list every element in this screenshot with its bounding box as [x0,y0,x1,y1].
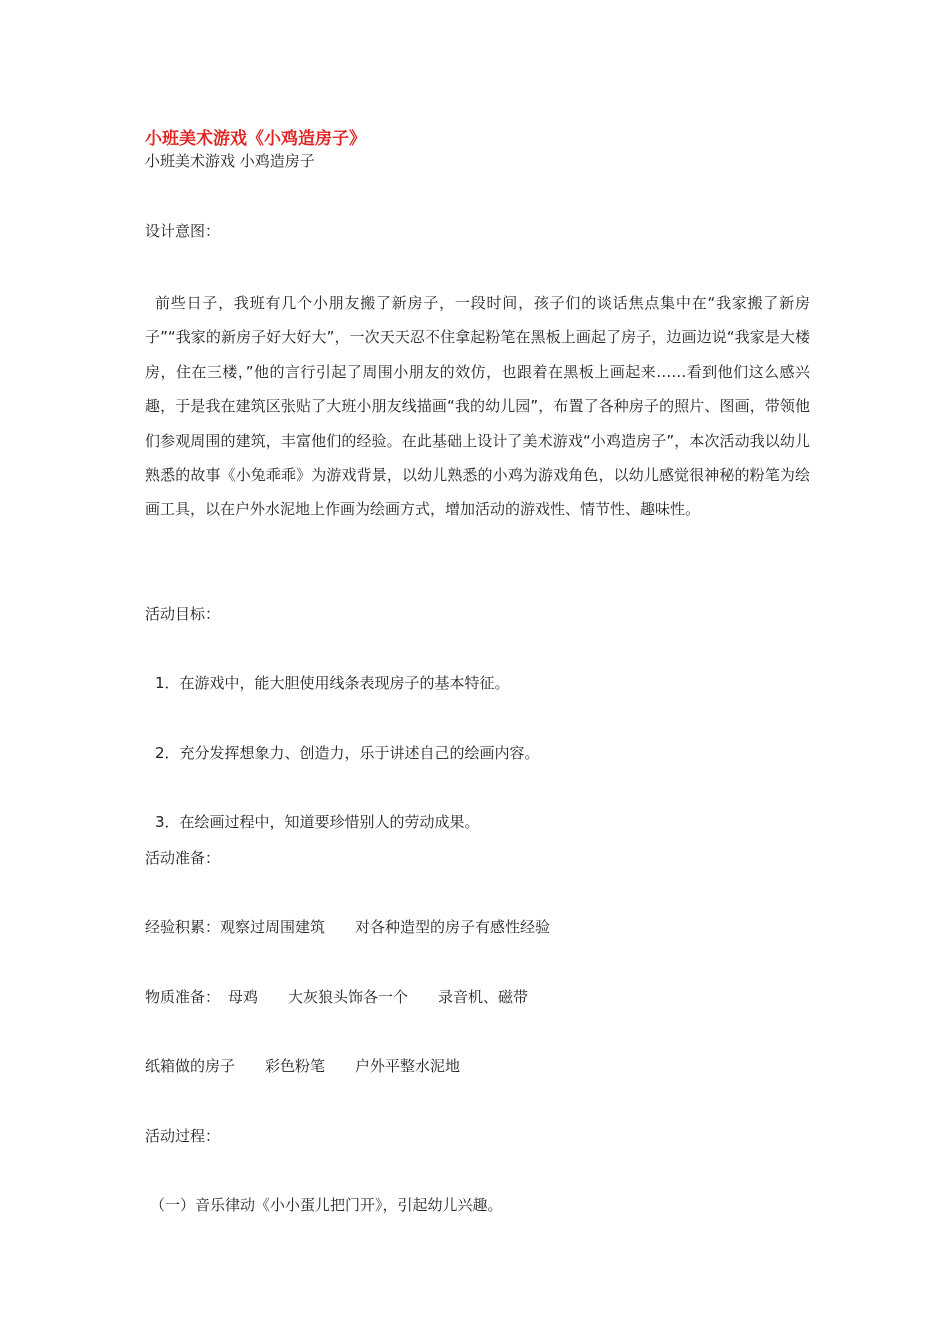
process-step-1: （一）音乐律动《小小蛋儿把门开》，引起幼儿兴趣。 [150,1196,503,1214]
prep-heading: 活动准备： [145,849,221,867]
materials-item-1: 母鸡 [228,988,259,1006]
materials2-item-3: 户外平整水泥地 [355,1057,461,1075]
process-heading: 活动过程： [145,1127,221,1145]
materials-line [145,987,528,1007]
design-heading: 设计意图： [145,222,221,240]
goals-heading: 活动目标： [145,605,221,623]
materials-item-3: 录音机、磁带 [438,988,529,1006]
document-title: 小班美术游戏《小鸡造房子》 [145,129,366,149]
experience-item-1: 观察过周围建筑 [220,918,326,936]
materials-label: 物质准备： [145,988,221,1006]
materials2-item-1: 纸箱做的房子 [145,1057,236,1075]
design-paragraph: 前些日子，我班有几个小朋友搬了新房子，一段时间，孩子们的谈话焦点集中在“我家搬了新房子”“我家的新房子好大好大”，一次天天忍不住拿起粉笔在黑板上画起了房子，边画边说“我家是大楼房，住在三楼，”他的言行引起了周围小朋友的效仿，也跟着在黑板上画起来……看到他们这么感兴趣，于是我在建筑区张贴了大班小朋友线描画“我的幼儿园”，布置了各种房子的照片、图画，带领他们参观周围的建筑，丰富他们的经验。在此基础上设计了美术游戏“小鸡造房子”，本次活动我以幼儿熟悉的故事《小兔乖乖》为游戏背景，以幼儿熟悉的小鸡为游戏角色，以幼儿感觉很神秘的粉笔为绘画工具，以在户外水泥地上作画为绘画方式，增加活动的游戏性、情节性、趣味性。 [145,294,810,519]
materials2-item-2: 彩色粉笔 [265,1057,326,1075]
materials-item-2: 大灰狼头饰各一个 [288,988,409,1006]
experience-item-2: 对各种造型的房子有感性经验 [355,918,551,936]
materials-line-2 [145,1056,460,1076]
goal-item-3: 3．在绘画过程中，知道要珍惜别人的劳动成果。 [155,813,480,831]
document-subtitle: 小班美术游戏 小鸡造房子 [145,152,315,170]
experience-label: 经验积累： [145,918,221,936]
experience-line [145,917,550,937]
goal-item-2: 2．充分发挥想象力、创造力，乐于讲述自己的绘画内容。 [155,744,540,762]
goal-item-1: 1．在游戏中，能大胆使用线条表现房子的基本特征。 [155,674,510,692]
